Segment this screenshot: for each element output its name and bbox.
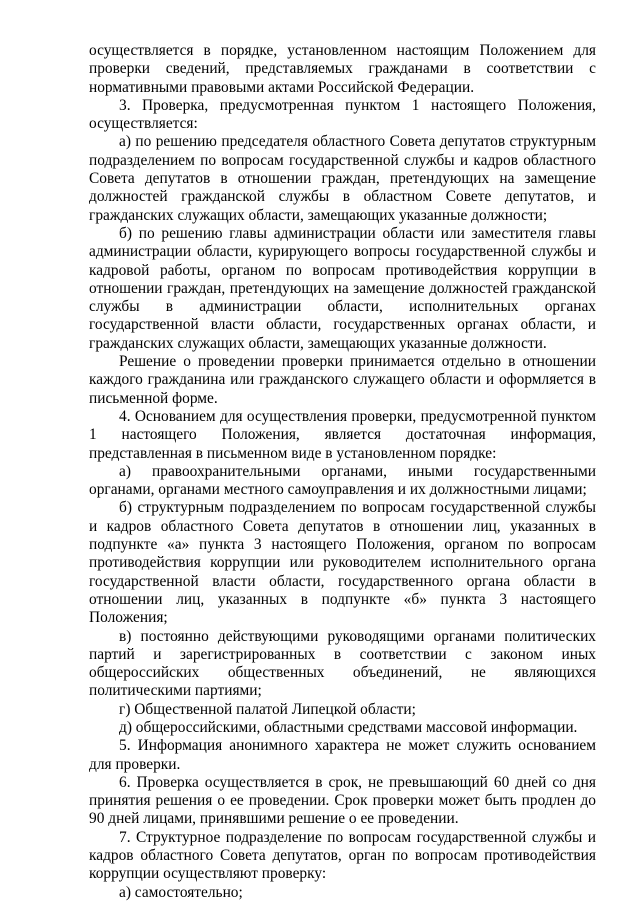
paragraph-item-4b: б) структурным подразделением по вопросам государственной службы и кадров областного Совета депутатов в отношении лиц, указанных в подпункте «а» пункта 3 настоящего Положения, органом по вопросам противодействия коррупции или руководителем исполнительного органа государственной власти области, государственного органа области в отношении лиц, указанных в подпункте «б» пункта 3 настоящего Положения; xyxy=(89,499,596,627)
paragraph-item-7: 7. Структурное подразделение по вопросам государственной службы и кадров областного Совета депутатов, орган по вопросам противодействия коррупции осуществляют проверку: xyxy=(89,828,596,883)
paragraph-decision: Решение о проведении проверки принимается отдельно в отношении каждого гражданина или гражданского служащего области и оформляется в письменной форме. xyxy=(89,353,596,407)
paragraph-item-4a: а) правоохранительными органами, иными государственными органами, органами местного самоуправления и их должностными лицами; xyxy=(89,462,596,499)
paragraph-item-3a: а) по решению председателя областного Совета депутатов структурным подразделением по вопросам государственной службы и кадров областного Совета депутатов в отношении граждан, претендующих на замещение должностей гражданской службы в областном Совете депутатов, и гражданских служащих области, замещающих указанные должности; xyxy=(89,133,596,224)
paragraph-continuation: осуществляется в порядке, установленном настоящим Положением для проверки сведений, представляемых гражданами в соответствии с нормативными правовыми актами Российской Федерации. xyxy=(89,42,596,96)
paragraph-item-7a: а) самостоятельно; xyxy=(119,883,243,901)
paragraph-item-6: 6. Проверка осуществляется в срок, не превышающий 60 дней со дня принятия решения о ее проведении. Срок проверки может быть продлен до 90 дней лицами, принявшими решение о ее проведении. xyxy=(89,773,596,828)
paragraph-item-4g: г) Общественной палатой Липецкой области; xyxy=(119,700,416,718)
paragraph-item-4: 4. Основанием для осуществления проверки, предусмотренной пунктом 1 настоящего Положения, является достаточная информация, представленная в письменном виде в установленном порядке: xyxy=(89,407,596,462)
paragraph-item-5: 5. Информация анонимного характера не может служить основанием для проверки. xyxy=(89,737,596,773)
document-page xyxy=(89,42,596,902)
paragraph-item-4d: д) общероссийскими, областными средствами массовой информации. xyxy=(119,718,578,736)
paragraph-item-3b: б) по решению главы администрации области или заместителя главы администрации области, курирующего вопросы государственной службы и кадровой работы, органом по вопросам противодействия коррупции в отношении граждан, претендующих на замещение должностей гражданской службы в администрации области, исполнительных органах государственной власти области, государственных органах области, и гражданских служащих области, замещающих указанные должности. xyxy=(89,224,596,352)
paragraph-item-4v: в) постоянно действующими руководящими органами политических партий и зарегистрированных в соответствии с законом иных общероссийских общественных объединений, не являющихся политическими партиями; xyxy=(89,627,596,700)
paragraph-item-3: 3. Проверка, предусмотренная пунктом 1 настоящего Положения, осуществляется: xyxy=(89,96,596,133)
